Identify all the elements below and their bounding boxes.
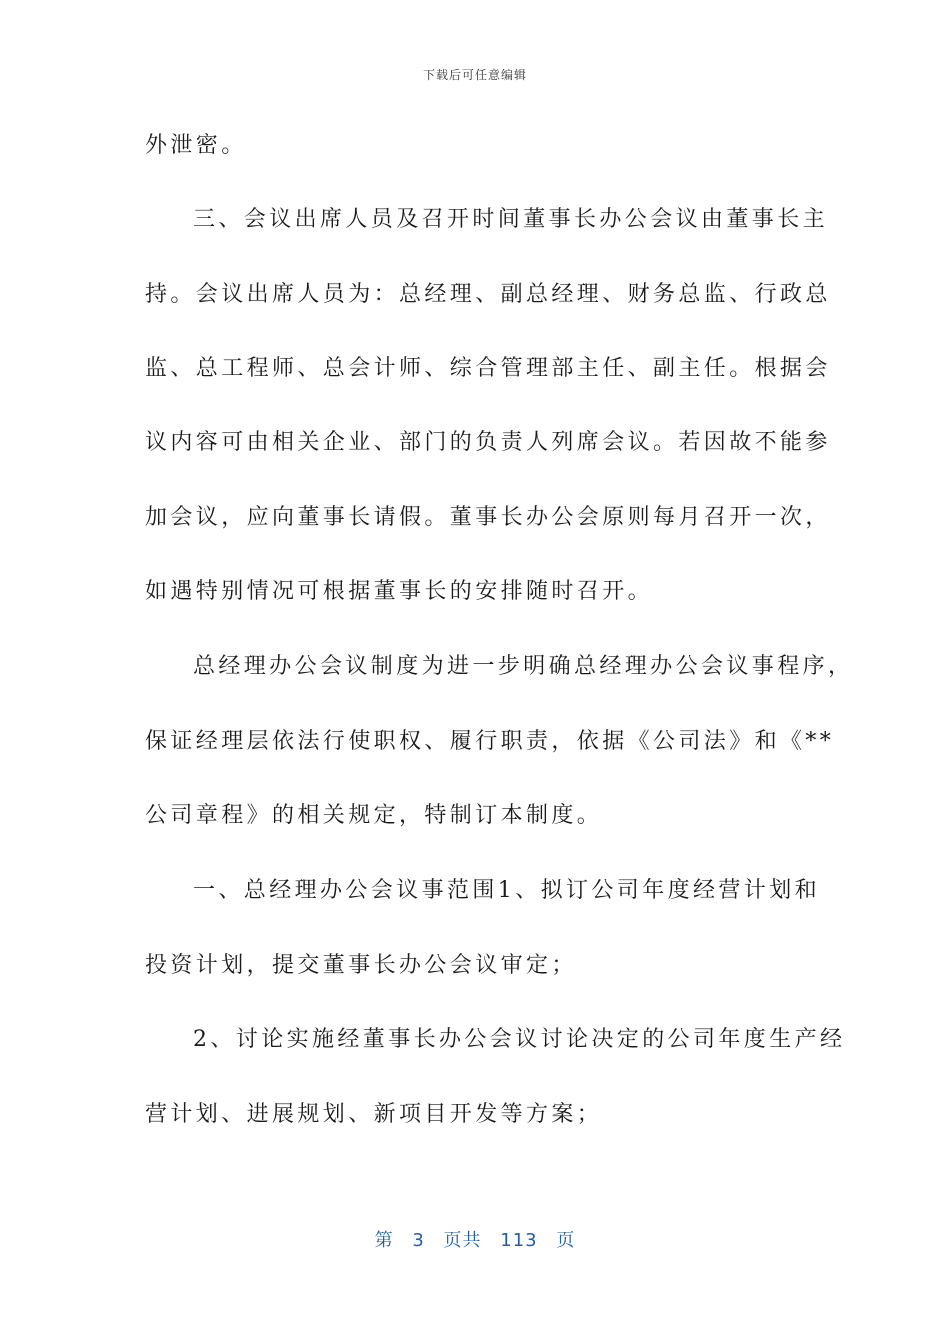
page-header: 下载后可任意编辑	[422, 68, 527, 82]
text-line: 加会议，应向董事长请假。董事长办公会原则每月召开一次，	[145, 505, 831, 530]
footer-prefix: 第	[374, 1230, 394, 1251]
text-line: 外泄密。	[145, 133, 247, 158]
page-footer	[0, 1226, 950, 1252]
text-line: 如遇特别情况可根据董事长的安排随时召开。	[145, 579, 654, 604]
text-line: 三、会议出席人员及召开时间董事长办公会议由董事长主	[193, 207, 829, 232]
total-pages: 113	[500, 1230, 538, 1251]
text-line: 总经理办公会议制度为进一步明确总经理办公会议事程序，	[193, 654, 854, 679]
footer-middle: 页共	[443, 1230, 482, 1251]
text-line: 议内容可由相关企业、部门的负责人列席会议。若因故不能参	[145, 430, 831, 455]
footer-suffix: 页	[556, 1230, 576, 1251]
text-line: 2、讨论实施经董事长办公会议讨论决定的公司年度生产经	[193, 1027, 846, 1052]
text-line: 一、总经理办公会议事范围1、拟订公司年度经营计划和	[193, 878, 820, 903]
text-line: 保证经理层依法行使职权、履行职责，依据《公司法》和《**	[145, 729, 835, 754]
text-line: 监、总工程师、总会计师、综合管理部主任、副主任。根据会	[145, 356, 831, 381]
text-line: 投资计划，提交董事长办公会议审定；	[145, 953, 577, 978]
text-line: 公司章程》的相关规定，特制订本制度。	[145, 803, 603, 828]
text-line: 持。会议出席人员为：总经理、副总经理、财务总监、行政总	[145, 282, 831, 307]
page-number: 3	[412, 1230, 425, 1251]
text-line: 营计划、进展规划、新项目开发等方案；	[145, 1102, 603, 1127]
